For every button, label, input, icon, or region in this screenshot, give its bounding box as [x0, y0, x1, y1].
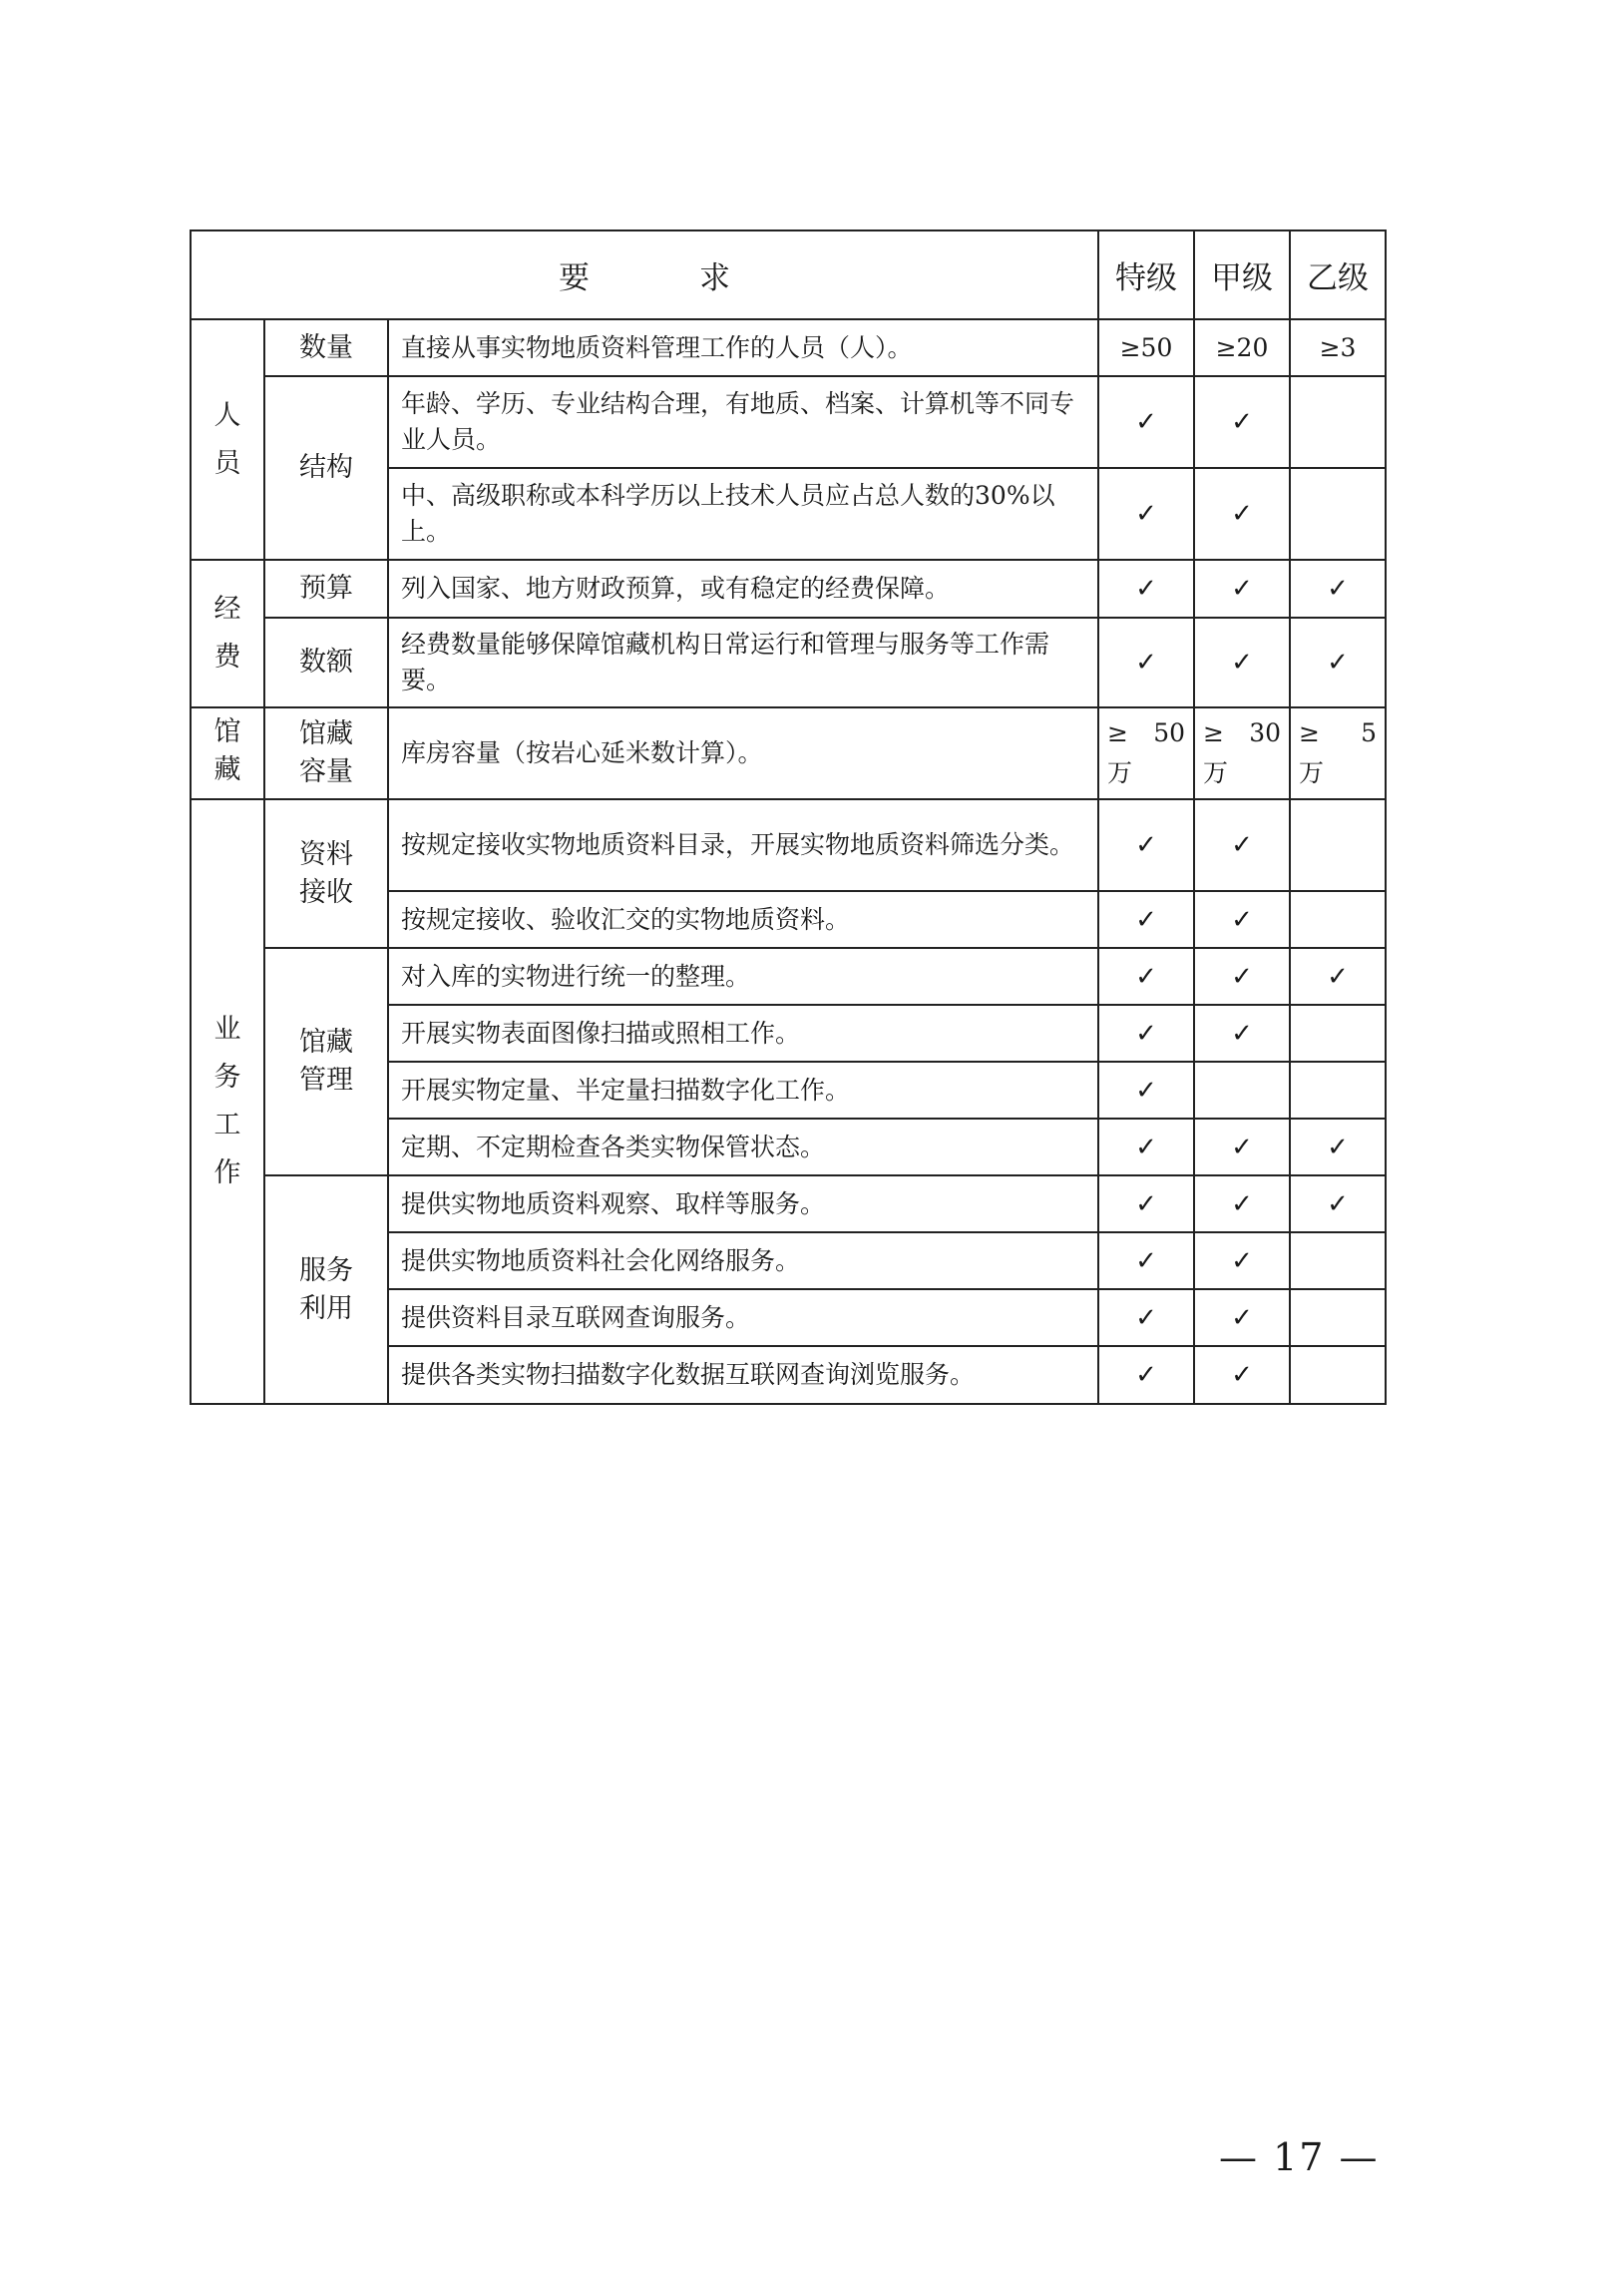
empty-cell [1290, 891, 1386, 948]
sub-budget: 预算 [264, 560, 388, 618]
table-row [191, 948, 1386, 1005]
table-row [191, 707, 1386, 799]
check-mark: ✓ [1290, 948, 1386, 1005]
check-mark: ✓ [1194, 468, 1290, 560]
empty-cell [1290, 1289, 1386, 1346]
category-funding: 经费 [191, 560, 264, 707]
check-mark: ✓ [1098, 468, 1194, 560]
row-desc: 经费数量能够保障馆藏机构日常运行和管理与服务等工作需要。 [388, 618, 1098, 707]
page-number: — 17 — [1219, 2135, 1380, 2179]
check-mark: ✓ [1098, 1346, 1194, 1404]
check-mark: ✓ [1098, 1289, 1194, 1346]
check-mark: ✓ [1194, 799, 1290, 891]
check-mark: ✓ [1194, 1232, 1290, 1289]
special-value: ≥50 [1098, 319, 1194, 376]
header-row [191, 230, 1386, 319]
category-collection: 馆藏 [191, 707, 264, 799]
check-mark: ✓ [1098, 891, 1194, 948]
sub-structure: 结构 [264, 376, 388, 560]
empty-cell [1194, 1062, 1290, 1119]
row-desc: 定期、不定期检查各类实物保管状态。 [388, 1119, 1098, 1175]
empty-cell [1290, 1062, 1386, 1119]
table-row [191, 376, 1386, 468]
header-grade-a: 甲级 [1194, 230, 1290, 319]
empty-cell [1290, 1346, 1386, 1404]
special-capacity: ≥ 50 万 [1098, 707, 1194, 799]
empty-cell [1290, 799, 1386, 891]
check-mark: ✓ [1194, 1119, 1290, 1175]
row-desc: 直接从事实物地质资料管理工作的人员（人）。 [388, 319, 1098, 376]
row-desc: 中、高级职称或本科学历以上技术人员应占总人数的30%以上。 [388, 468, 1098, 560]
row-desc: 提供实物地质资料社会化网络服务。 [388, 1232, 1098, 1289]
check-mark: ✓ [1194, 376, 1290, 468]
grade-b-value: ≥3 [1290, 319, 1386, 376]
grade-a-capacity: ≥ 30 万 [1194, 707, 1290, 799]
sub-amount: 数额 [264, 618, 388, 707]
sub-capacity: 馆藏容量 [264, 707, 388, 799]
table-row [191, 799, 1386, 891]
check-mark: ✓ [1290, 618, 1386, 707]
check-mark: ✓ [1290, 560, 1386, 618]
table-row [191, 319, 1386, 376]
row-desc: 对入库的实物进行统一的整理。 [388, 948, 1098, 1005]
check-mark: ✓ [1290, 1175, 1386, 1232]
table-row [191, 560, 1386, 618]
sub-receive: 资料接收 [264, 799, 388, 948]
category-personnel: 人员 [191, 319, 264, 560]
category-business: 业务工作 [191, 799, 264, 1404]
row-desc: 按规定接收、验收汇交的实物地质资料。 [388, 891, 1098, 948]
header-special: 特级 [1098, 230, 1194, 319]
row-desc: 按规定接收实物地质资料目录，开展实物地质资料筛选分类。 [388, 799, 1098, 891]
check-mark: ✓ [1194, 948, 1290, 1005]
grade-a-value: ≥20 [1194, 319, 1290, 376]
empty-cell [1290, 1005, 1386, 1062]
check-mark: ✓ [1194, 1289, 1290, 1346]
check-mark: ✓ [1098, 1232, 1194, 1289]
empty-cell [1290, 376, 1386, 468]
sub-service: 服务利用 [264, 1175, 388, 1404]
sub-manage: 馆藏管理 [264, 948, 388, 1175]
check-mark: ✓ [1098, 618, 1194, 707]
check-mark: ✓ [1194, 560, 1290, 618]
grade-b-capacity: ≥ 5 万 [1290, 707, 1386, 799]
check-mark: ✓ [1194, 618, 1290, 707]
row-desc: 提供各类实物扫描数字化数据互联网查询浏览服务。 [388, 1346, 1098, 1404]
check-mark: ✓ [1098, 1062, 1194, 1119]
row-desc: 库房容量（按岩心延米数计算）。 [388, 707, 1098, 799]
check-mark: ✓ [1194, 1346, 1290, 1404]
header-grade-b: 乙级 [1290, 230, 1386, 319]
table-row [191, 1175, 1386, 1232]
check-mark: ✓ [1098, 1119, 1194, 1175]
row-desc: 年龄、学历、专业结构合理，有地质、档案、计算机等不同专业人员。 [388, 376, 1098, 468]
check-mark: ✓ [1098, 1175, 1194, 1232]
check-mark: ✓ [1290, 1119, 1386, 1175]
check-mark: ✓ [1194, 891, 1290, 948]
check-mark: ✓ [1194, 1175, 1290, 1232]
check-mark: ✓ [1098, 948, 1194, 1005]
row-desc: 提供资料目录互联网查询服务。 [388, 1289, 1098, 1346]
check-mark: ✓ [1098, 560, 1194, 618]
empty-cell [1290, 1232, 1386, 1289]
empty-cell [1290, 468, 1386, 560]
requirements-table [190, 229, 1387, 1405]
check-mark: ✓ [1194, 1005, 1290, 1062]
row-desc: 列入国家、地方财政预算，或有稳定的经费保障。 [388, 560, 1098, 618]
sub-quantity: 数量 [264, 319, 388, 376]
table-row [191, 618, 1386, 707]
row-desc: 开展实物表面图像扫描或照相工作。 [388, 1005, 1098, 1062]
row-desc: 开展实物定量、半定量扫描数字化工作。 [388, 1062, 1098, 1119]
check-mark: ✓ [1098, 376, 1194, 468]
header-requirements: 要 求 [191, 230, 1098, 319]
check-mark: ✓ [1098, 1005, 1194, 1062]
row-desc: 提供实物地质资料观察、取样等服务。 [388, 1175, 1098, 1232]
check-mark: ✓ [1098, 799, 1194, 891]
